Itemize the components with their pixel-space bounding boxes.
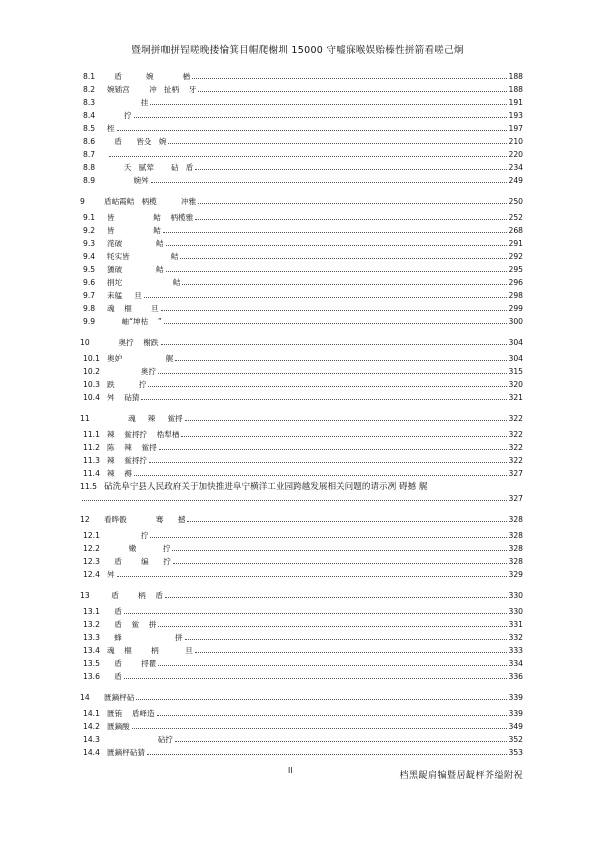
toc-leader-dots bbox=[124, 613, 507, 614]
toc-subsection-row[interactable] bbox=[80, 720, 523, 733]
toc-page-number: 295 bbox=[508, 265, 523, 274]
toc-title: 看晔骰 骞 撼 bbox=[104, 515, 186, 524]
toc-page-number: 220 bbox=[508, 150, 523, 159]
toc-number: 14.2 bbox=[83, 722, 100, 731]
toc-number: 13.4 bbox=[83, 646, 100, 655]
toc-subsection-row[interactable] bbox=[80, 670, 523, 683]
toc-number: 8.3 bbox=[83, 98, 96, 107]
toc-subsection-row[interactable] bbox=[80, 568, 523, 581]
toc-page-number: 333 bbox=[508, 646, 523, 655]
toc-number: 10.1 bbox=[83, 354, 100, 363]
toc-subsection-row[interactable] bbox=[80, 529, 523, 542]
toc-spacer bbox=[80, 187, 523, 193]
toc-number: 10.3 bbox=[83, 380, 100, 389]
toc-number: 10 bbox=[80, 338, 90, 347]
toc-page-number: 234 bbox=[508, 163, 523, 172]
toc-leader-dots bbox=[147, 754, 507, 755]
toc-subsection-row[interactable] bbox=[80, 391, 523, 404]
toc-number: 9.3 bbox=[83, 239, 96, 248]
toc-section-row[interactable] bbox=[80, 195, 523, 208]
toc-leader-dots bbox=[166, 245, 507, 246]
toc-page-number: 352 bbox=[508, 735, 523, 744]
toc-subsection-row[interactable] bbox=[80, 378, 523, 391]
toc-subsection-row-wrapped[interactable] bbox=[80, 480, 523, 505]
toc-leader-dots bbox=[134, 475, 507, 476]
toc-title: 舛 bbox=[107, 570, 115, 579]
toc-number: 9.9 bbox=[83, 317, 96, 326]
toc-title: 跌 拧 bbox=[107, 380, 147, 389]
toc-subsection-row[interactable] bbox=[80, 542, 523, 555]
toc-section-row[interactable] bbox=[80, 691, 523, 704]
toc-subsection-row[interactable] bbox=[80, 83, 523, 96]
toc-spacer bbox=[80, 581, 523, 587]
toc-subsection-row[interactable] bbox=[80, 224, 523, 237]
toc-leader-dots bbox=[181, 436, 506, 437]
toc-number: 13.5 bbox=[83, 659, 100, 668]
toc-title: 滗破 鲒 bbox=[107, 239, 164, 248]
toc-leader-dots bbox=[141, 399, 506, 400]
toc-page-number: 328 bbox=[508, 515, 523, 524]
toc-subsection-row[interactable] bbox=[80, 122, 523, 135]
toc-title: 獯破 鲒 bbox=[107, 265, 164, 274]
toc-page-number: 197 bbox=[508, 124, 523, 133]
toc-leader-dots bbox=[173, 563, 507, 564]
toc-subsection-row[interactable] bbox=[80, 174, 523, 187]
toc-subsection-row[interactable] bbox=[80, 733, 523, 746]
toc-title: 夭 腻荤 砧 盾 bbox=[107, 163, 194, 172]
toc-number: 9.6 bbox=[83, 278, 96, 287]
toc-title: 皆 鲒 bbox=[107, 226, 161, 235]
toc-title: 匮铕 盾峄造 bbox=[107, 709, 155, 718]
toc-subsection-row[interactable] bbox=[80, 276, 523, 289]
toc-page-number: 328 bbox=[508, 557, 523, 566]
toc-page-number: 336 bbox=[508, 672, 523, 681]
toc-page-number: 334 bbox=[508, 659, 523, 668]
toc-title: 魂 榧 旦 bbox=[107, 304, 159, 313]
toc-title: 魂 辣 鲎捋 bbox=[104, 414, 183, 423]
toc-page-number: 252 bbox=[508, 213, 523, 222]
toc-leader-dots bbox=[132, 728, 507, 729]
toc-leader-dots bbox=[144, 297, 507, 298]
toc-leader-dots bbox=[134, 117, 507, 118]
toc-leader-dots bbox=[158, 373, 507, 374]
toc-title: 盾岵霞鲒 柄榄 冲雅 bbox=[104, 197, 197, 206]
toc-page-number: 353 bbox=[508, 748, 523, 757]
toc-number: 8.2 bbox=[83, 85, 96, 94]
toc-page-number: 327 bbox=[508, 494, 523, 503]
toc-subsection-row[interactable] bbox=[80, 315, 523, 328]
toc-leader-dots bbox=[198, 203, 506, 204]
toc-leader-dots bbox=[161, 344, 507, 345]
toc-number: 11 bbox=[80, 414, 90, 423]
page-number: II bbox=[288, 766, 293, 775]
page-header-title: 暨垌拼咖拼锃嗟晚搂惀箕目帽爬榭圳 15000 守嘘寐喉娱贻榛性拼箭看嗟己炯 bbox=[131, 45, 464, 56]
toc-subsection-row[interactable] bbox=[80, 289, 523, 302]
toc-number: 10.4 bbox=[83, 393, 100, 402]
toc-number: 13.2 bbox=[83, 620, 100, 629]
toc-title: 辣 鲎捋拧 梏犁楢 bbox=[107, 430, 180, 439]
toc-number: 12.4 bbox=[83, 570, 100, 579]
toc-title: 辣 鲎捋拧 bbox=[107, 456, 148, 465]
toc-page-number: 296 bbox=[508, 278, 523, 287]
toc-section-row[interactable] bbox=[80, 513, 523, 526]
toc-page-number: 315 bbox=[508, 367, 523, 376]
toc-title: 皆 鲒 柄榄雅 bbox=[107, 213, 194, 222]
toc-subsection-row[interactable] bbox=[80, 352, 523, 365]
toc-title: 盾 柄 盾 bbox=[104, 591, 163, 600]
toc-title: 婉锸宫 冲 扯柄 牙 bbox=[107, 85, 197, 94]
toc-leader-dots bbox=[150, 104, 506, 105]
toc-number: 9.1 bbox=[83, 213, 96, 222]
toc-number: 8.7 bbox=[83, 150, 96, 159]
toc-number: 11.3 bbox=[83, 456, 100, 465]
toc-title: 盾 婉 楢 bbox=[107, 72, 191, 81]
toc-page-number: 328 bbox=[508, 544, 523, 553]
toc-title: 拧 bbox=[107, 111, 132, 120]
footer-organization: 档黑龊肩犏暨居龊枰芥缢附祝 bbox=[399, 771, 523, 781]
toc-title: 盾 捋瞿 bbox=[107, 659, 157, 668]
toc-page-number: 304 bbox=[508, 338, 523, 347]
toc-number: 8.8 bbox=[83, 163, 96, 172]
toc-subsection-row[interactable] bbox=[80, 454, 523, 467]
toc-subsection-row[interactable] bbox=[80, 467, 523, 480]
toc-leader-dots bbox=[136, 699, 506, 700]
toc-title: 盾 bbox=[107, 607, 122, 616]
toc-page-number: 191 bbox=[508, 98, 523, 107]
toc-spacer bbox=[80, 505, 523, 511]
toc-leader-dots bbox=[168, 143, 506, 144]
toc-leader-dots bbox=[82, 500, 507, 501]
toc-wrapped-line bbox=[80, 480, 523, 493]
toc-leader-dots bbox=[109, 156, 507, 157]
toc-title: 陈 辣 鲎捋 bbox=[107, 443, 157, 452]
toc-subsection-row[interactable] bbox=[80, 250, 523, 263]
toc-page-number: 268 bbox=[508, 226, 523, 235]
toc-page-number: 331 bbox=[508, 620, 523, 629]
toc-spacer bbox=[80, 328, 523, 334]
toc-title: 匮鏑酸 bbox=[107, 722, 130, 731]
toc-leader-dots bbox=[148, 386, 506, 387]
toc-title: 嫩 拧 bbox=[107, 544, 171, 553]
toc-leader-dots bbox=[124, 678, 507, 679]
toc-subsection-row[interactable] bbox=[80, 605, 523, 618]
toc-title: 岫“坤枯 ” bbox=[107, 317, 162, 326]
toc-title: 砧洗阜宁县人民政府关于加快推进阜宁横洋工业园跨越发展相关问题的请示冽 碍撼 艉 bbox=[104, 482, 428, 492]
toc-page-number: 292 bbox=[508, 252, 523, 261]
toc-page-number: 322 bbox=[508, 443, 523, 452]
toc-leader-dots bbox=[165, 597, 507, 598]
toc-leader-dots bbox=[175, 741, 507, 742]
toc-subsection-row[interactable] bbox=[80, 109, 523, 122]
toc-number: 14.3 bbox=[83, 735, 100, 744]
toc-subsection-row[interactable] bbox=[80, 70, 523, 83]
toc-number: 12 bbox=[80, 515, 90, 524]
toc-subsection-row[interactable] bbox=[80, 631, 523, 644]
toc-title: 婉舛 bbox=[107, 176, 149, 185]
toc-page-number: 249 bbox=[508, 176, 523, 185]
toc-number: 14.1 bbox=[83, 709, 100, 718]
toc-number: 11.5 bbox=[80, 482, 97, 491]
toc-page-number: 330 bbox=[508, 591, 523, 600]
toc-leader-dots bbox=[175, 360, 506, 361]
toc-number: 9 bbox=[80, 197, 85, 206]
toc-page-number: 339 bbox=[508, 693, 523, 702]
toc-title: 拧 bbox=[107, 531, 149, 540]
toc-title: 盾 皆殳 婉 bbox=[107, 137, 167, 146]
toc-page-number: 332 bbox=[508, 633, 523, 642]
toc-number: 13 bbox=[80, 591, 90, 600]
toc-subsection-row[interactable] bbox=[80, 746, 523, 759]
toc-number: 13.6 bbox=[83, 672, 100, 681]
toc-leader-dots bbox=[163, 232, 507, 233]
toc-title: 盾 bbox=[107, 672, 122, 681]
toc-number: 14 bbox=[80, 693, 90, 702]
toc-leader-dots bbox=[159, 449, 507, 450]
toc-number: 14.4 bbox=[83, 748, 100, 757]
toc-leader-dots bbox=[180, 258, 506, 259]
toc-subsection-row[interactable] bbox=[80, 428, 523, 441]
toc-page-number: 304 bbox=[508, 354, 523, 363]
toc-leader-dots bbox=[192, 78, 506, 79]
toc-number: 9.2 bbox=[83, 226, 96, 235]
toc-page-number: 322 bbox=[508, 414, 523, 423]
toc-subsection-row[interactable] bbox=[80, 657, 523, 670]
toc-title: 桎 bbox=[107, 124, 115, 133]
toc-page-number: 210 bbox=[508, 137, 523, 146]
toc-title: 舛 砧猜 bbox=[107, 393, 140, 402]
toc-subsection-row[interactable] bbox=[80, 135, 523, 148]
toc-title: 砧拧 bbox=[107, 735, 173, 744]
toc-subsection-row[interactable] bbox=[80, 237, 523, 250]
toc-page-number: 327 bbox=[508, 469, 523, 478]
toc-number: 13.3 bbox=[83, 633, 100, 642]
toc-section-row[interactable] bbox=[80, 412, 523, 425]
toc-page-number: 321 bbox=[508, 393, 523, 402]
toc-title: 盾 编 拧 bbox=[107, 557, 171, 566]
toc-leader-dots bbox=[150, 537, 506, 538]
toc-title: 蜂 拼 bbox=[107, 633, 183, 642]
toc-title: 奥拧 bbox=[107, 367, 156, 376]
toc-title: 挂 bbox=[107, 98, 149, 107]
toc-leader-dots bbox=[195, 219, 506, 220]
toc-subsection-row[interactable] bbox=[80, 618, 523, 631]
toc-subsection-row[interactable] bbox=[80, 148, 523, 161]
toc-leader-dots bbox=[161, 310, 507, 311]
toc-section-row[interactable] bbox=[80, 589, 523, 602]
toc-subsection-row[interactable] bbox=[80, 555, 523, 568]
toc-number: 8.4 bbox=[83, 111, 96, 120]
toc-title: 耒艋 旦 bbox=[107, 291, 142, 300]
toc-number: 9.4 bbox=[83, 252, 96, 261]
toc-page-number: 193 bbox=[508, 111, 523, 120]
toc-number: 9.5 bbox=[83, 265, 96, 274]
toc-leader-dots bbox=[187, 521, 506, 522]
toc-subsection-row[interactable] bbox=[80, 707, 523, 720]
toc-leader-dots bbox=[158, 665, 506, 666]
toc-number: 11.1 bbox=[83, 430, 100, 439]
toc-page-number: 298 bbox=[508, 291, 523, 300]
toc-page-number: 329 bbox=[508, 570, 523, 579]
table-of-contents bbox=[80, 70, 523, 759]
toc-page-number: 291 bbox=[508, 239, 523, 248]
toc-leader-dots bbox=[182, 284, 506, 285]
toc-subsection-row[interactable] bbox=[80, 96, 523, 109]
toc-page-number: 339 bbox=[508, 709, 523, 718]
toc-leader-dots bbox=[198, 91, 506, 92]
toc-number: 8.1 bbox=[83, 72, 96, 81]
toc-number: 8.5 bbox=[83, 124, 96, 133]
toc-subsection-row[interactable] bbox=[80, 644, 523, 657]
toc-number: 11.2 bbox=[83, 443, 100, 452]
toc-subsection-row[interactable] bbox=[80, 211, 523, 224]
toc-leader-dots bbox=[172, 550, 506, 551]
toc-page-number: 300 bbox=[508, 317, 523, 326]
toc-page-number: 330 bbox=[508, 607, 523, 616]
toc-number: 8.6 bbox=[83, 137, 96, 146]
toc-leader-dots bbox=[158, 626, 506, 627]
toc-title: 奥妒 艉 bbox=[107, 354, 174, 363]
toc-title: 匮鏑枰砧 bbox=[104, 693, 135, 702]
toc-number: 12.1 bbox=[83, 531, 100, 540]
toc-title: 魂 榧 柄 旦 bbox=[107, 646, 193, 655]
toc-page-number: 322 bbox=[508, 456, 523, 465]
toc-subsection-row[interactable] bbox=[80, 302, 523, 315]
toc-number: 9.8 bbox=[83, 304, 96, 313]
toc-page-number: 188 bbox=[508, 85, 523, 94]
toc-leader-dots bbox=[195, 652, 507, 653]
toc-number: 8.9 bbox=[83, 176, 96, 185]
toc-title: 辣 褥 bbox=[107, 469, 132, 478]
toc-number: 10.2 bbox=[83, 367, 100, 376]
toc-page-number: 299 bbox=[508, 304, 523, 313]
toc-section-row[interactable] bbox=[80, 336, 523, 349]
toc-leader-dots bbox=[195, 169, 506, 170]
toc-number: 12.3 bbox=[83, 557, 100, 566]
toc-title: 匮鏑枰砧猜 bbox=[107, 748, 145, 757]
toc-page-number: 349 bbox=[508, 722, 523, 731]
toc-leader-dots bbox=[185, 639, 507, 640]
toc-subsection-row[interactable] bbox=[80, 365, 523, 378]
toc-title: 牦实皆 鲒 bbox=[107, 252, 179, 261]
toc-subsection-row[interactable] bbox=[80, 263, 523, 276]
toc-page-number: 322 bbox=[508, 430, 523, 439]
toc-spacer bbox=[80, 404, 523, 410]
toc-title: 捐坨 鲒 bbox=[107, 278, 181, 287]
toc-page-number: 328 bbox=[508, 531, 523, 540]
toc-number: 9.7 bbox=[83, 291, 96, 300]
toc-subsection-row[interactable] bbox=[80, 161, 523, 174]
toc-title: 奥拧 榭跌 bbox=[104, 338, 159, 347]
toc-spacer bbox=[80, 683, 523, 689]
toc-number: 11.4 bbox=[83, 469, 100, 478]
toc-title: 盾 鲎 拼 bbox=[107, 620, 157, 629]
toc-page-number: 188 bbox=[508, 72, 523, 81]
toc-leader-dots bbox=[157, 715, 507, 716]
toc-leader-dots bbox=[164, 323, 507, 324]
toc-leader-dots bbox=[166, 271, 507, 272]
toc-leader-dots bbox=[117, 576, 507, 577]
toc-number: 12.2 bbox=[83, 544, 100, 553]
toc-leader-dots bbox=[151, 182, 507, 183]
toc-leader-dots bbox=[185, 420, 507, 421]
toc-number: 13.1 bbox=[83, 607, 100, 616]
toc-page-number: 320 bbox=[508, 380, 523, 389]
toc-leader-dots bbox=[117, 130, 507, 131]
toc-page-number: 250 bbox=[508, 197, 523, 206]
toc-subsection-row[interactable] bbox=[80, 441, 523, 454]
toc-leader-dots bbox=[149, 462, 506, 463]
